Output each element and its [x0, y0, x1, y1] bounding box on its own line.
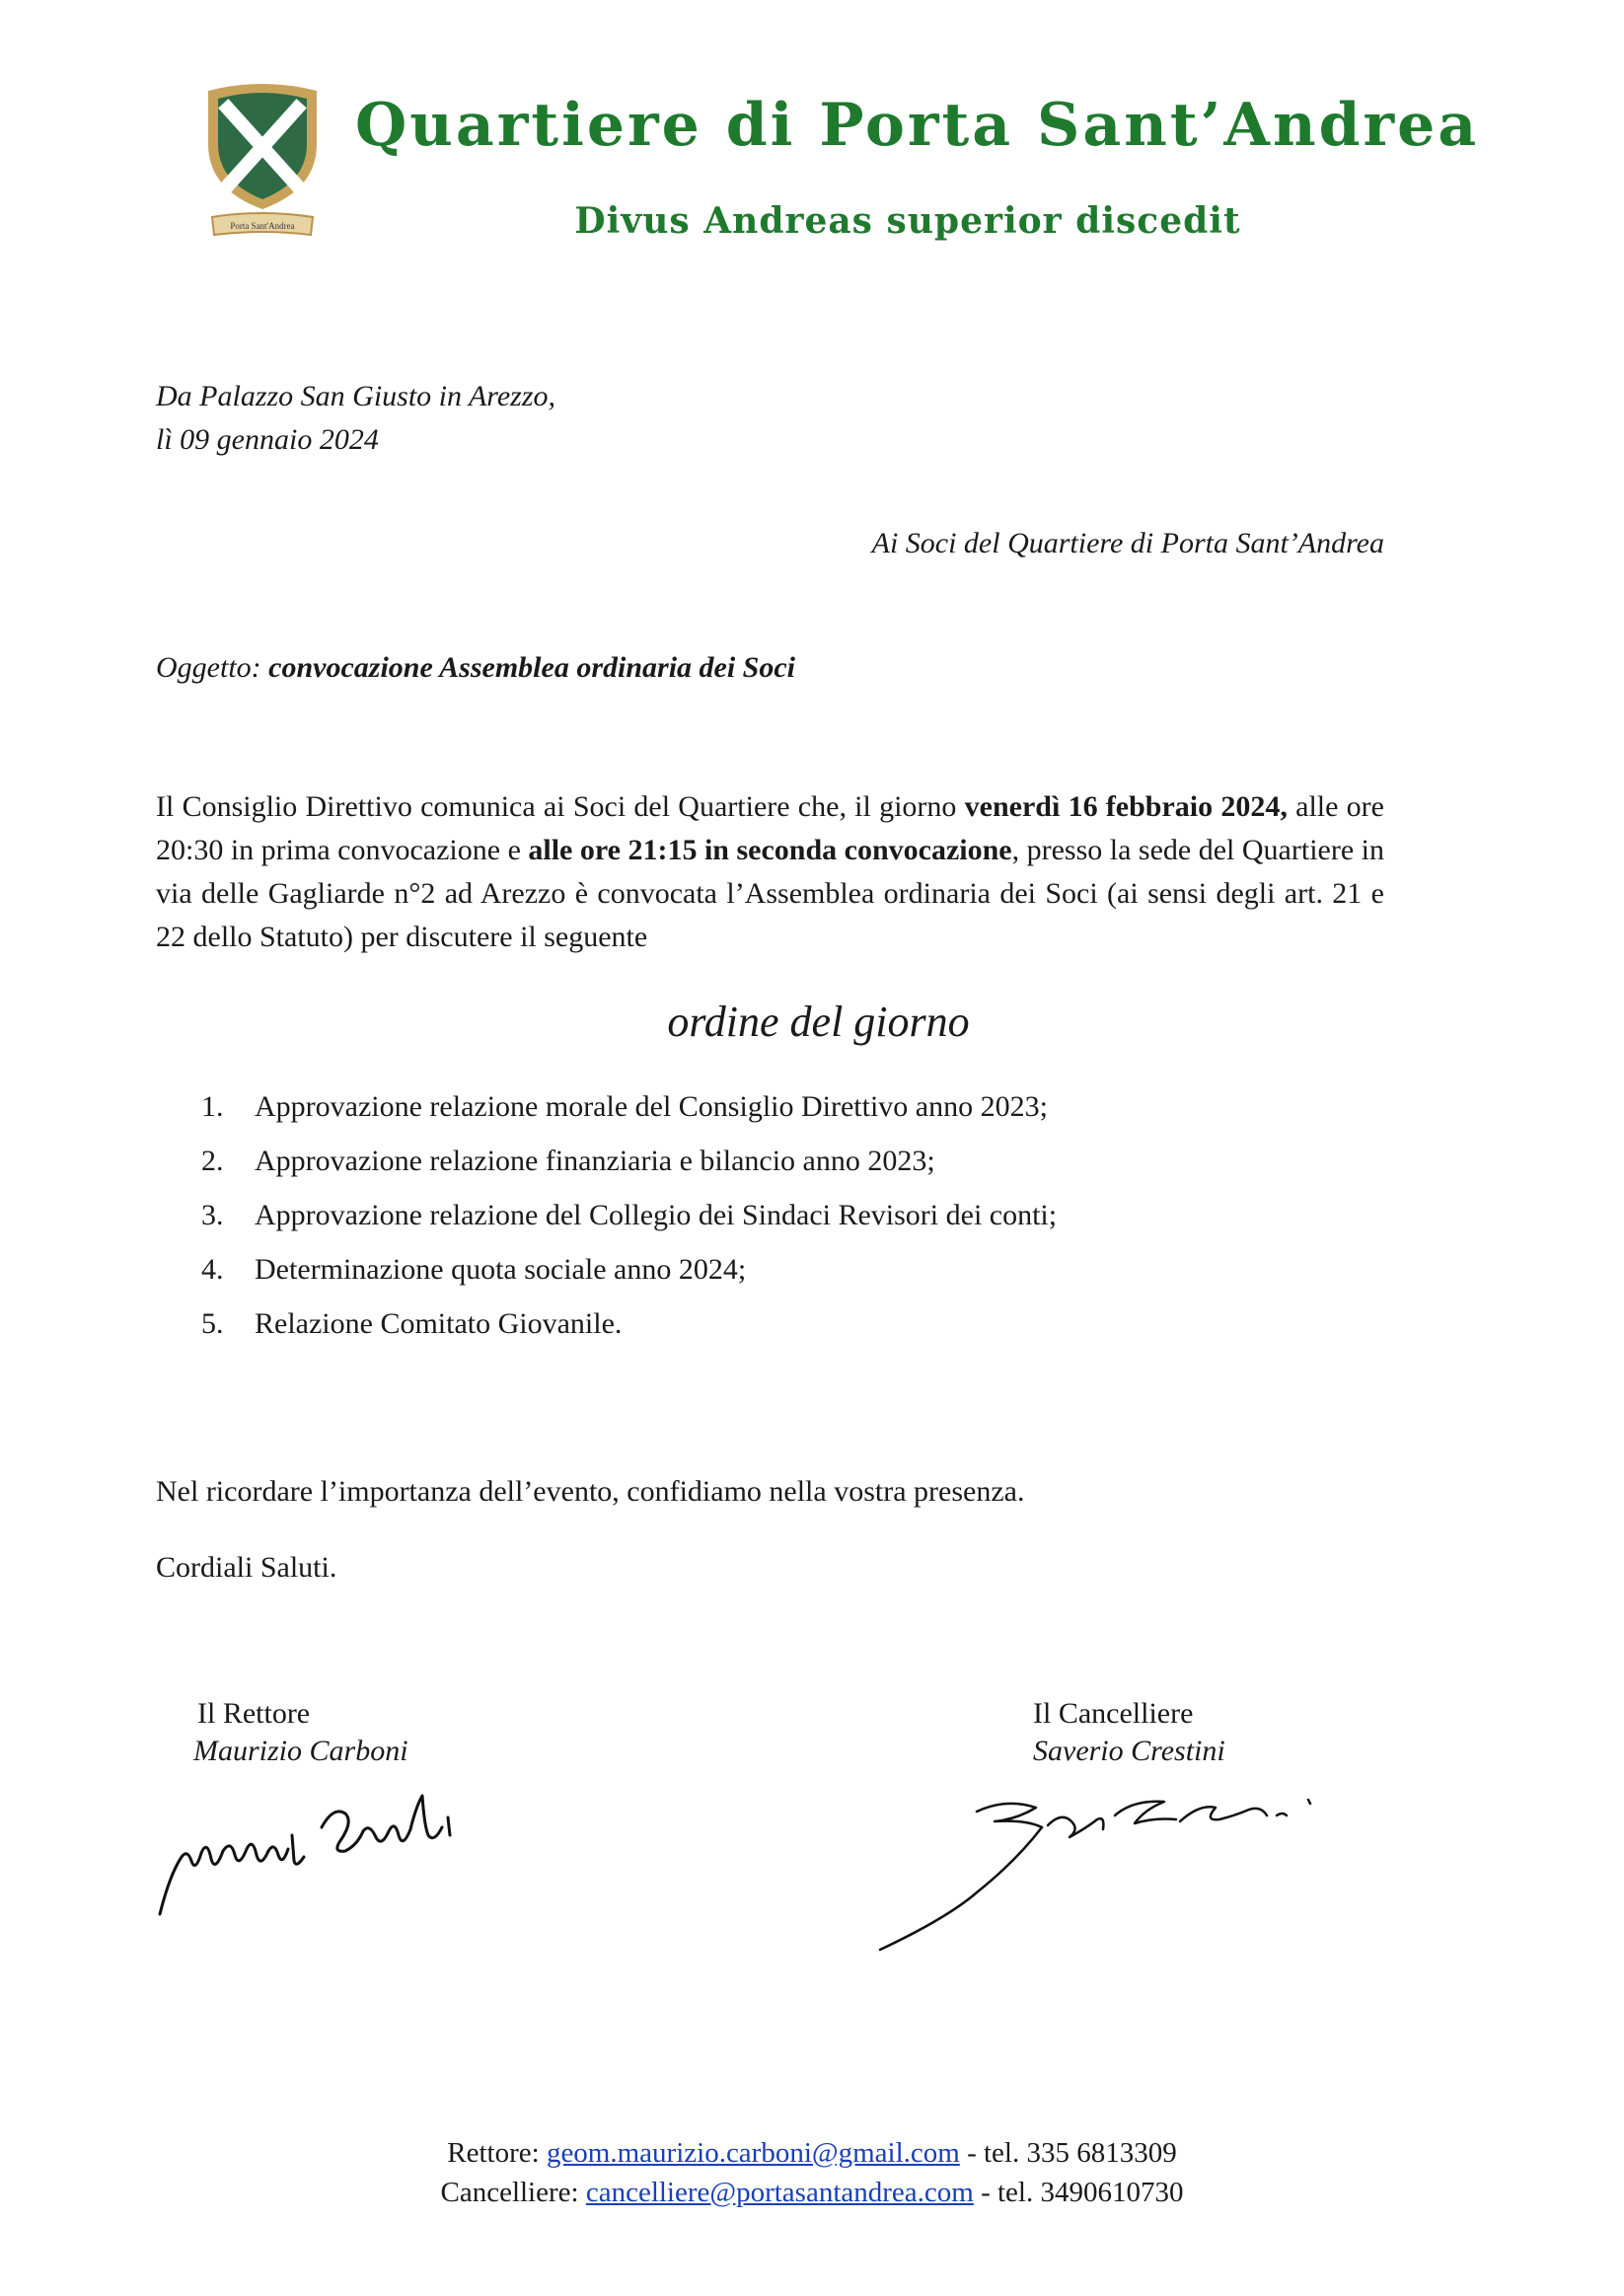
footer-chancellor-label: Cancelliere:: [440, 2177, 579, 2208]
body-text-3: , presso la sede del Quartiere in via delle Gagliarde n°2 ad Arezzo è convocata l’Assemblea ordinaria dei Soci (ai sensi degli art. 21 e 22 dello Statuto) per discutere il seguente: [156, 834, 1384, 953]
agenda-item-text: Approvazione relazione finanziaria e bilancio anno 2023;: [255, 1145, 935, 1177]
agenda-item-number: 3.: [201, 1199, 224, 1231]
body-text-2: alle ore 20:30 in prima convocazione e: [156, 790, 1384, 866]
agenda-item: [156, 1302, 1384, 1357]
footer-chancellor-line: [0, 2173, 1624, 2212]
crest-logo: [200, 79, 325, 247]
chancellor-phone: - tel. 3490610730: [981, 2177, 1184, 2208]
second-call-time: alle ore 21:15 in seconda convocazione: [528, 834, 1012, 866]
place-line: Da Palazzo San Giusto in Arezzo,: [156, 380, 556, 412]
agenda-item: [156, 1194, 1384, 1248]
subject-text: convocazione Assemblea ordinaria dei Soci: [268, 651, 796, 684]
agenda-item: [156, 1085, 1384, 1140]
subject-line: [156, 646, 795, 690]
rector-email-link[interactable]: geom.maurizio.carboni@gmail.com: [546, 2137, 960, 2169]
agenda-title: ordine del giorno: [667, 998, 970, 1046]
chancellor-role: Il Cancelliere: [1033, 1697, 1194, 1730]
agenda-item-number: 1.: [201, 1090, 224, 1123]
agenda-item: [156, 1248, 1384, 1302]
rector-role: Il Rettore: [197, 1697, 311, 1730]
footer-rector-line: [0, 2133, 1624, 2173]
agenda-list: [156, 1085, 1384, 1357]
closing-line: Nel ricordare l’importanza dell’evento, confidiamo nella vostra presenza.: [156, 1475, 1025, 1508]
agenda-item-number: 2.: [201, 1145, 224, 1177]
chancellor-signature: [868, 1776, 1342, 1954]
chancellor-email-link[interactable]: cancelliere@portasantandrea.com: [585, 2177, 974, 2208]
svg-text:Porta Sant'Andrea: Porta Sant'Andrea: [230, 221, 295, 231]
agenda-item: [156, 1140, 1384, 1194]
footer-rector-label: Rettore:: [447, 2137, 540, 2169]
rector-signature: [148, 1766, 503, 1924]
agenda-item-number: 4.: [201, 1253, 224, 1286]
letterhead-motto: Divus Andreas superior discedit: [574, 200, 1241, 242]
meeting-date: venerdì 16 febbraio 2024,: [964, 790, 1288, 823]
body-paragraph: [156, 785, 1384, 959]
subject-label: Oggetto:: [156, 651, 261, 684]
footer-contacts: [0, 2133, 1624, 2212]
agenda-item-text: Determinazione quota sociale anno 2024;: [255, 1253, 747, 1286]
greeting: Cordiali Saluti.: [156, 1551, 337, 1584]
body-text-1: Il Consiglio Direttivo comunica ai Soci del Quartiere che, il giorno: [156, 790, 965, 823]
agenda-item-text: Approvazione relazione del Collegio dei Sindaci Revisori dei conti;: [255, 1199, 1058, 1231]
agenda-item-number: 5.: [201, 1307, 224, 1340]
agenda-item-text: Relazione Comitato Giovanile.: [255, 1307, 623, 1340]
rector-phone: - tel. 335 6813309: [967, 2137, 1177, 2169]
place-date: [156, 375, 555, 462]
chancellor-name: Saverio Crestini: [1033, 1735, 1225, 1767]
recipient: Ai Soci del Quartiere di Porta Sant’Andrea: [871, 527, 1384, 559]
agenda-item-text: Approvazione relazione morale del Consiglio Direttivo anno 2023;: [255, 1090, 1048, 1123]
date-line: lì 09 gennaio 2024: [156, 423, 379, 456]
rector-name: Maurizio Carboni: [193, 1735, 408, 1767]
letterhead-title: Quartiere di Porta Sant’Andrea: [355, 91, 1480, 160]
